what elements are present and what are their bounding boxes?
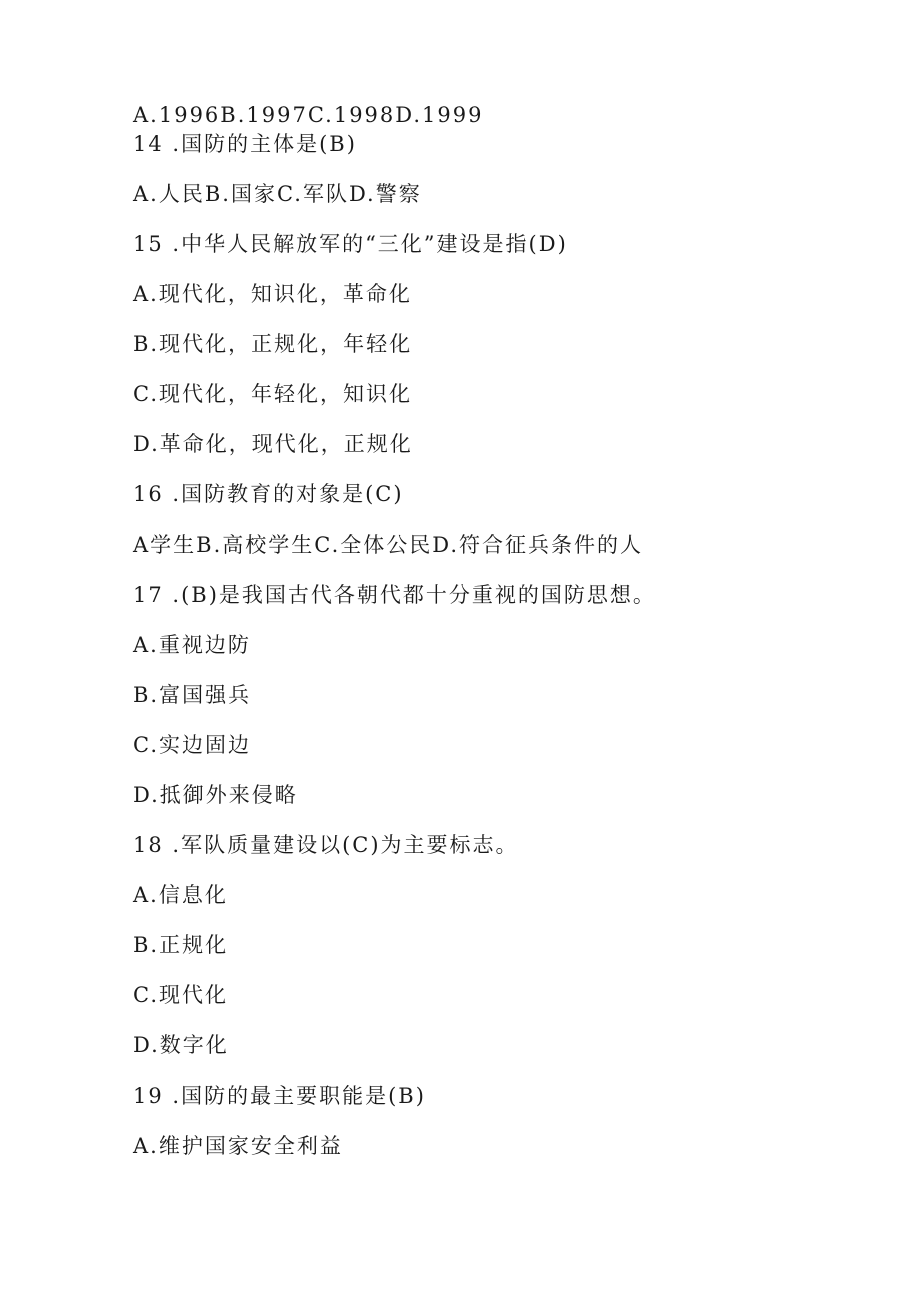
question-15: 15 .中华人民解放军的“三化”建设是指(D) — [133, 232, 568, 256]
question-18: 18 .军队质量建设以(C)为主要标志。 — [133, 833, 519, 857]
answer-options-13: A.1996B.1997C.1998D.1999 — [133, 103, 484, 127]
answer-options-16: A学生B.高校学生C.全体公民D.符合征兵条件的人 — [133, 533, 644, 557]
option-19-a: A.维护国家安全利益 — [133, 1134, 343, 1158]
option-18-d: D.数字化 — [133, 1033, 229, 1057]
option-17-a: A.重视边防 — [133, 633, 251, 657]
option-18-c: C.现代化 — [133, 983, 228, 1007]
option-17-d: D.抵御外来侵略 — [133, 783, 298, 807]
option-18-a: A.信息化 — [133, 883, 228, 907]
question-16: 16 .国防教育的对象是(C) — [133, 482, 404, 506]
option-15-a: A.现代化，知识化，革命化 — [133, 282, 412, 306]
answer-options-14: A.人民B.国家C.军队D.警察 — [133, 182, 422, 206]
option-18-b: B.正规化 — [133, 933, 229, 957]
option-15-b: B.现代化，正规化，年轻化 — [133, 332, 413, 356]
question-19: 19 .国防的最主要职能是(B) — [133, 1084, 426, 1108]
option-17-c: C.实边固边 — [133, 733, 251, 757]
option-15-d: D.革命化，现代化，正规化 — [133, 432, 413, 456]
option-15-c: C.现代化，年轻化，知识化 — [133, 382, 412, 406]
question-17: 17 .(B)是我国古代各朝代都十分重视的国防思想。 — [133, 583, 656, 607]
option-17-b: B.富国强兵 — [133, 683, 252, 707]
question-14: 14 .国防的主体是(B) — [133, 132, 357, 156]
